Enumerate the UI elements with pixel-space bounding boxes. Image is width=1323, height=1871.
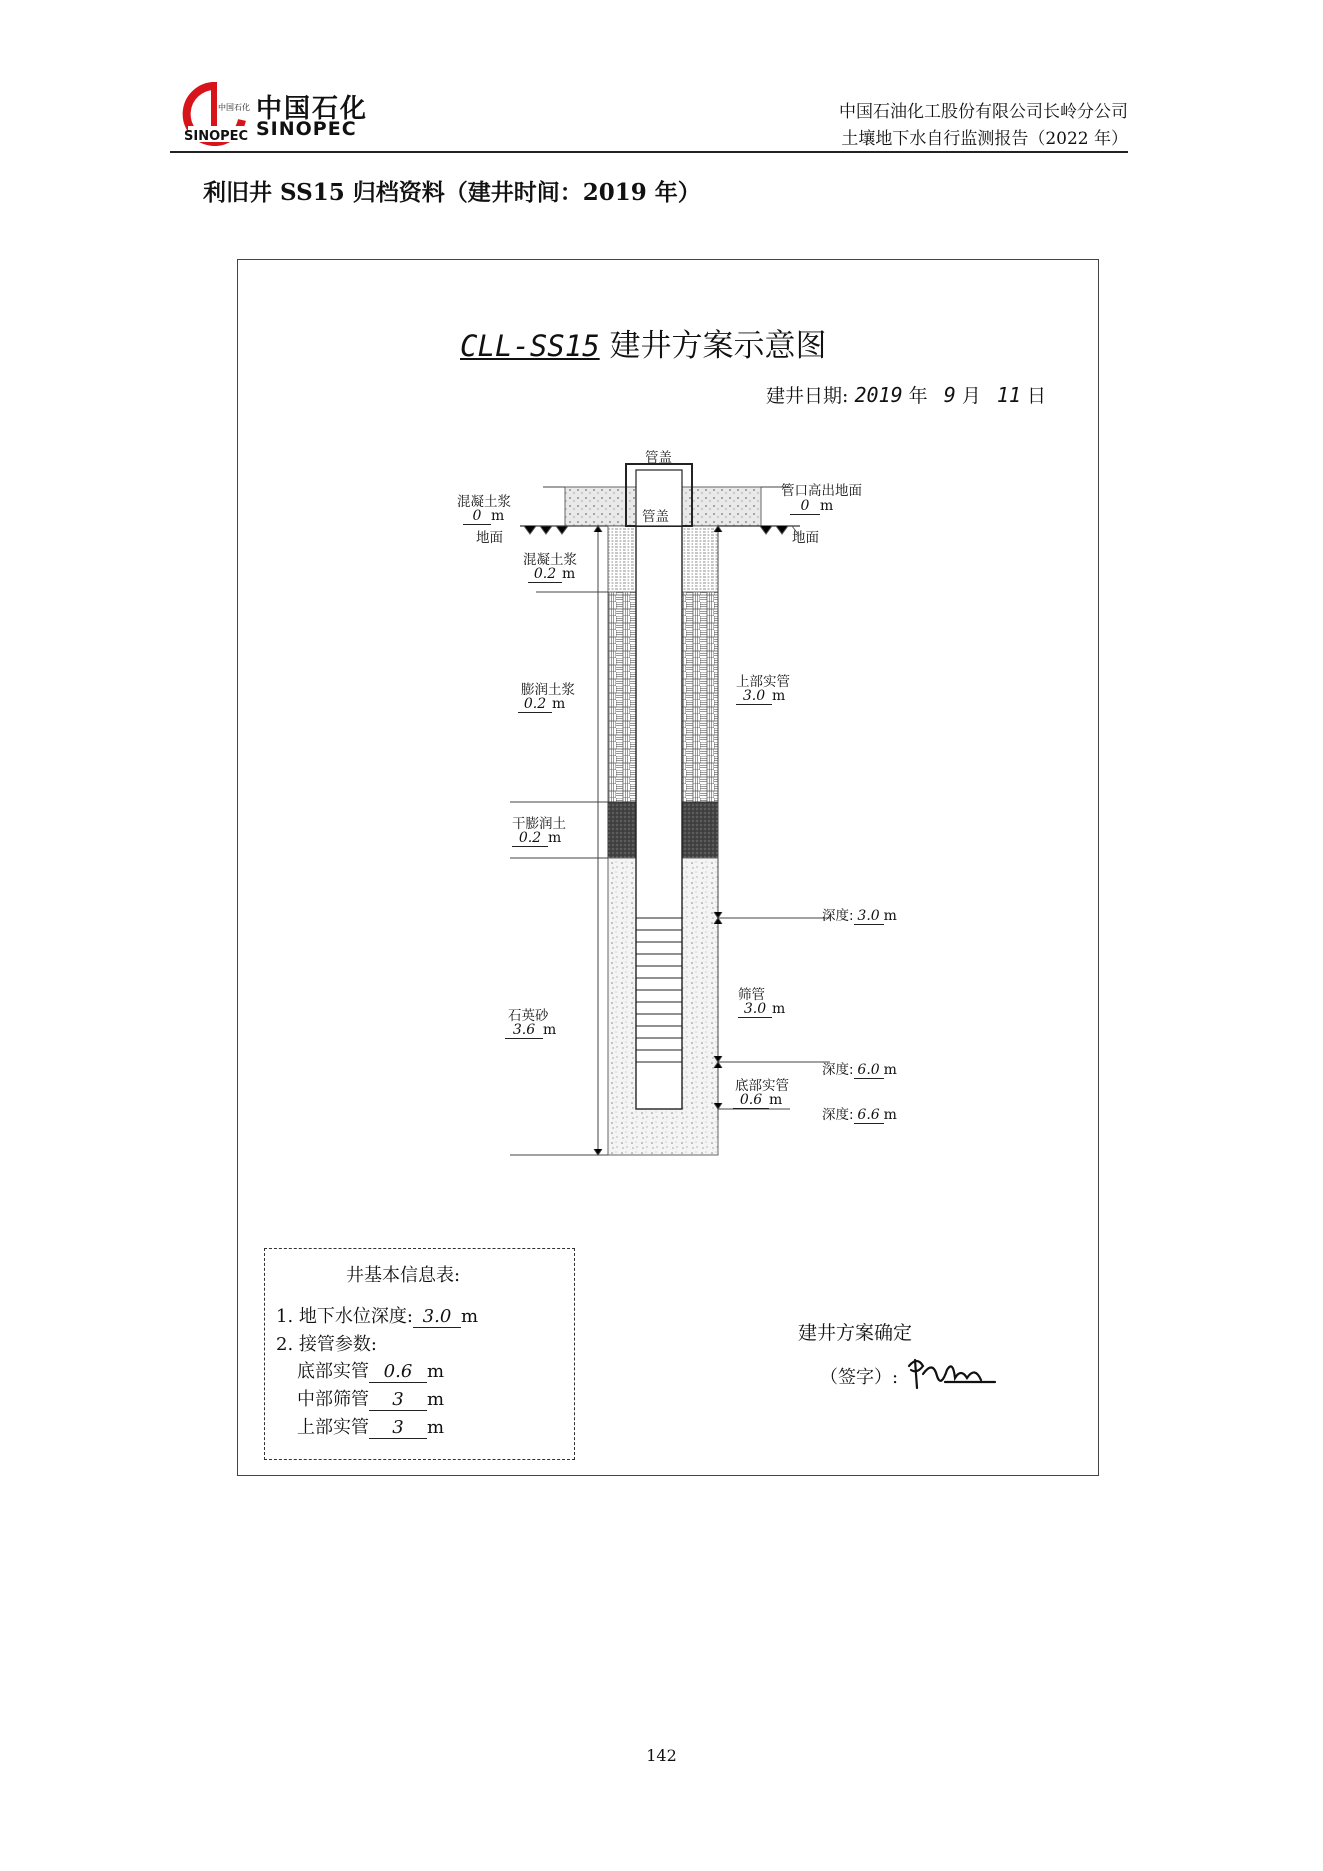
- build-date-year-unit: 年: [908, 385, 928, 407]
- depth-1-value: 3.0: [854, 908, 884, 925]
- depth-1-label: 深度:: [822, 908, 854, 924]
- label-bentonite: 膨润土浆: [521, 682, 575, 698]
- value-bentonite-num: 0.2: [518, 696, 552, 713]
- document-title: 利旧井 SS15 归档资料（建井时间：2019 年）: [203, 179, 701, 206]
- info-row1-value: 3.0: [413, 1306, 461, 1328]
- header-company: 中国石油化工股份有限公司长岭分公司: [839, 102, 1128, 122]
- info-row1-label: 1. 地下水位深度:: [276, 1306, 413, 1327]
- value-upper-pipe-num: 3.0: [736, 688, 772, 705]
- label-screen: 筛管: [738, 987, 765, 1003]
- logo-en-text: SINOPEC: [256, 118, 357, 140]
- sign-label: （签字）:: [820, 1367, 899, 1388]
- value-dry-bentonite-num: 0.2: [512, 830, 548, 847]
- value-screen-num: 3.0: [738, 1001, 772, 1018]
- label-concrete-top: 混凝土浆: [457, 494, 511, 510]
- well-casing: [636, 526, 682, 1109]
- unit-m: m: [552, 696, 566, 712]
- build-date-year: 2019: [854, 383, 903, 407]
- value-upper-pipe: [736, 688, 785, 705]
- label-quartz-sand: 石英砂: [508, 1008, 549, 1024]
- label-ground-right: 地面: [792, 530, 819, 546]
- info-row-pipe-params: 2. 接管参数:: [276, 1334, 377, 1355]
- label-bottom-pipe: 底部实管: [735, 1078, 789, 1094]
- build-date-label: 建井日期:: [766, 385, 849, 407]
- unit-m: m: [820, 498, 834, 514]
- page-number: 142: [646, 1746, 677, 1765]
- depth-1: [822, 904, 897, 925]
- depth-3: [822, 1103, 897, 1124]
- handwritten-signature: [905, 1352, 1005, 1398]
- value-bentonite: [518, 696, 565, 713]
- depth-3-label: 深度:: [822, 1107, 854, 1123]
- info-row4-label: 中部筛管: [297, 1389, 369, 1410]
- right-dimension-lines: [714, 487, 830, 1120]
- unit-m: m: [543, 1022, 557, 1038]
- info-title: 井基本信息表:: [346, 1265, 461, 1286]
- svg-text:中国石化: 中国石化: [218, 103, 250, 112]
- diagram-title-text: 建井方案示意图: [609, 328, 827, 364]
- info-row-upper-pipe: [297, 1413, 444, 1439]
- value-pipe-above-num: 0: [790, 498, 820, 515]
- depth-2-label: 深度:: [822, 1062, 854, 1078]
- value-bottom-pipe: [733, 1092, 782, 1109]
- depth-2: [822, 1058, 897, 1079]
- svg-text:SINOPEC: SINOPEC: [184, 129, 249, 144]
- label-ground-left: 地面: [476, 530, 503, 546]
- unit-m: m: [772, 688, 786, 704]
- unit-m: m: [883, 1062, 897, 1078]
- unit-m: m: [883, 908, 897, 924]
- value-concrete-mid: [528, 566, 575, 583]
- unit-m: m: [769, 1092, 783, 1108]
- unit-m: m: [427, 1361, 445, 1382]
- label-concrete-mid: 混凝土浆: [523, 552, 577, 568]
- info-row-bottom-pipe: [297, 1357, 444, 1383]
- cap-label-inner: 管盖: [642, 509, 669, 525]
- value-concrete-top-num: 0: [463, 508, 491, 525]
- plan-confirm-label: 建井方案确定: [798, 1322, 913, 1344]
- value-concrete-top: [463, 508, 504, 525]
- label-dry-bentonite: 干膨润土: [512, 816, 566, 832]
- info-row3-label: 底部实管: [297, 1361, 369, 1382]
- unit-m: m: [491, 508, 505, 524]
- build-date-day-unit: 日: [1027, 385, 1047, 407]
- info-row3-value: 0.6: [369, 1361, 427, 1383]
- value-concrete-mid-num: 0.2: [528, 566, 562, 583]
- value-screen: [738, 1001, 785, 1018]
- info-row-water-level: [276, 1302, 478, 1328]
- value-bottom-pipe-num: 0.6: [733, 1092, 769, 1109]
- info-row5-label: 上部实管: [297, 1417, 369, 1438]
- unit-m: m: [772, 1001, 786, 1017]
- unit-m: m: [460, 1306, 479, 1327]
- build-date-day: 11: [996, 383, 1021, 407]
- info-row4-value: 3: [369, 1389, 427, 1411]
- depth-2-value: 6.0: [854, 1062, 884, 1079]
- logo-cn-text: 中国石化: [256, 94, 369, 124]
- unit-m: m: [548, 830, 562, 846]
- build-date-month: 9: [943, 383, 956, 407]
- info-row-screen: [297, 1385, 444, 1411]
- diagram-well-id: CLL-SS15: [460, 329, 600, 363]
- unit-m: m: [427, 1389, 445, 1410]
- build-date-month-unit: 月: [961, 385, 981, 407]
- value-dry-bentonite: [512, 830, 561, 847]
- unit-m: m: [883, 1107, 897, 1123]
- depth-3-value: 6.6: [854, 1107, 884, 1124]
- value-quartz-sand: [505, 1022, 556, 1039]
- label-upper-pipe: 上部实管: [736, 674, 790, 690]
- header-report: 土壤地下水自行监测报告（2022 年）: [841, 129, 1128, 149]
- label-pipe-above-ground: 管口高出地面: [781, 483, 862, 499]
- cap-label: 管盖: [645, 450, 672, 466]
- info-row5-value: 3: [369, 1417, 427, 1439]
- unit-m: m: [427, 1417, 445, 1438]
- value-pipe-above-ground: [790, 498, 833, 515]
- value-quartz-sand-num: 3.6: [505, 1022, 543, 1039]
- unit-m: m: [562, 566, 576, 582]
